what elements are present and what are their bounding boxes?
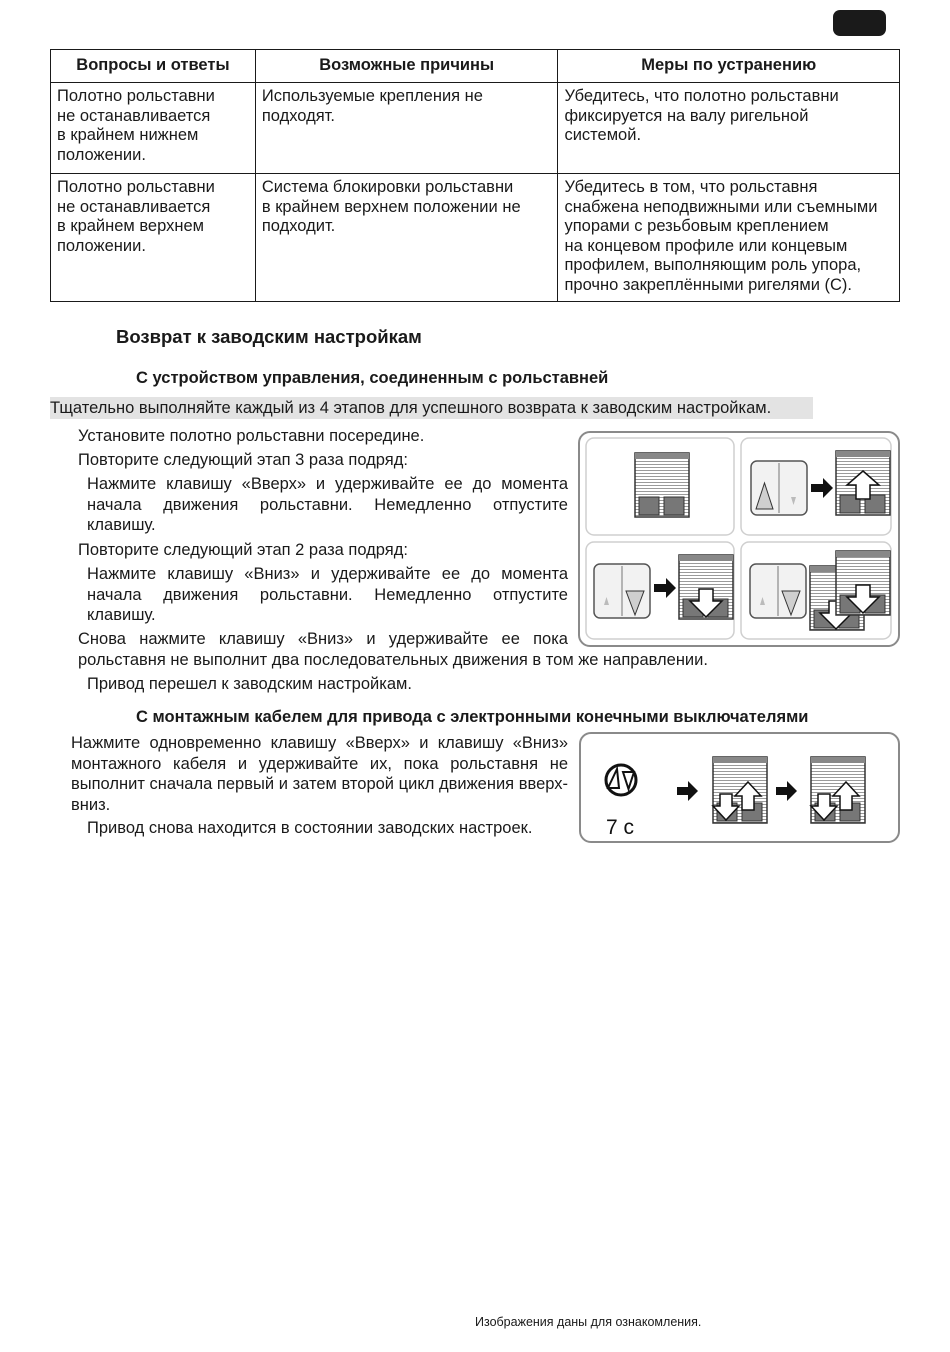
column-header: Возможные причины bbox=[255, 50, 558, 83]
duration-label: 7 с bbox=[606, 816, 635, 839]
table-cell: Полотно рольставни не останавливается в крайнем верхнем положении. bbox=[51, 174, 256, 302]
section-title: Возврат к заводским настройкам bbox=[116, 326, 422, 347]
table-row bbox=[51, 174, 900, 302]
table-header-row bbox=[51, 50, 900, 83]
control-keys-icon bbox=[750, 564, 806, 618]
page-tab-badge bbox=[833, 10, 886, 36]
step-text: Повторите следующий этап 3 раза подряд: bbox=[78, 451, 408, 469]
up-down-button-icon bbox=[606, 765, 636, 795]
shutter-icon bbox=[811, 757, 865, 823]
reset-steps-diagram bbox=[580, 433, 898, 645]
arrow-right-icon bbox=[811, 478, 833, 498]
shutter-icon bbox=[713, 757, 767, 823]
column-header: Вопросы и ответы bbox=[51, 50, 256, 83]
step-text: Нажмите клавишу «Вниз» и удерживайте ее до момента начала движения рольставни. Немедленно отпустите клавишу. bbox=[87, 565, 568, 624]
reset-steps-figure bbox=[578, 431, 900, 647]
shutter-icon bbox=[836, 551, 890, 615]
column-header: Меры по устранению bbox=[558, 50, 900, 83]
arrow-right-icon bbox=[677, 781, 698, 801]
troubleshooting-table bbox=[50, 49, 900, 302]
control-keys-icon bbox=[751, 461, 807, 515]
cable-reset-figure bbox=[579, 732, 900, 843]
result-text: Привод снова находится в состоянии заводских настроек. bbox=[87, 819, 533, 837]
step-text: Повторите следующий этап 2 раза подряд: bbox=[78, 541, 408, 559]
result-text: Привод перешел к заводским настройкам. bbox=[87, 675, 412, 693]
arrow-right-icon bbox=[654, 578, 676, 598]
table-cell: Используемые крепления не подходят. bbox=[255, 83, 558, 174]
table-cell: Полотно рольставни не останавливается в крайнем нижнем положении. bbox=[51, 83, 256, 174]
highlight-note: Тщательно выполняйте каждый из 4 этапов для успешного возврата к заводским настройкам. bbox=[50, 397, 813, 419]
footer-note: Изображения даны для ознакомления. bbox=[475, 1315, 702, 1329]
table-row bbox=[51, 83, 900, 174]
subsection-title: С устройством управления, соединенным с рольставней bbox=[136, 369, 609, 387]
step-text: рольставня не выполнит два последовательных движения в том же направлении. bbox=[78, 651, 708, 669]
subsection-title: С монтажным кабелем для привода с электронными конечными выключателями bbox=[136, 708, 809, 726]
cable-reset-diagram bbox=[581, 734, 898, 841]
shutter-icon bbox=[635, 453, 689, 517]
step-text: Установите полотно рольставни посередине. bbox=[78, 427, 425, 445]
arrow-right-icon bbox=[776, 781, 797, 801]
table-cell: Система блокировки рольставни в крайнем верхнем положении не подходит. bbox=[255, 174, 558, 302]
step-text: Нажмите клавишу «Вверх» и удерживайте ее до момента начала движения рольставни. Немедленно отпустите клавишу. bbox=[87, 475, 568, 534]
step-text: Снова нажмите клавишу «Вниз» и удерживайте ее пока bbox=[78, 630, 568, 648]
control-keys-icon bbox=[594, 564, 650, 618]
table-cell: Убедитесь, что полотно рольставни фиксируется на валу ригельной системой. bbox=[558, 83, 900, 174]
instruction-text: Нажмите одновременно клавишу «Вверх» и клавишу «Вниз» монтажного кабеля и удерживайте их, пока рольставня не выполнит сначала первый и затем второй цикл движения вверх-вниз. bbox=[71, 734, 568, 814]
table-cell: Убедитесь в том, что рольставня снабжена неподвижными или съемными упорами с резьбовым креплением на концевом профиле или концевым профилем, выполняющим роль упора, прочно закреплёнными ригелями (С). bbox=[558, 174, 900, 302]
